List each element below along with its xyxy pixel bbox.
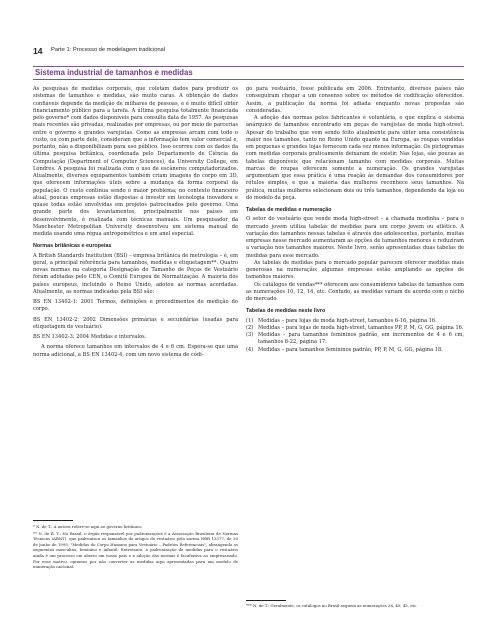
- footnote: ** N. de R. T.: No Brasil, o órgão responsável por padronizações é a Associação Brasileira de Normas Técnicas (ABNT), que padronizou os tamanhos de artigos de vestuário pela norma NBR 13377, de 30 de junho de 1995, "Medidas do Corpo Humano para Vestuário – Padrões Referenciais", abrangendo os segmentos masculino, feminino e infantil. Entretanto, a padronização de medidas para o vestuário ainda é um processo em aberto em nosso país e a adoção das normas é facultativa ao empresariado. Por esse motivo, optamos por não converter as medidas aqui apresentadas para um modelo de numeração nacional.: [33, 530, 238, 570]
- size-table-list: [246, 318, 464, 354]
- body-paragraph: go para vestuário, fosse publicada em 2006. Entretanto, diversos países não conseguiram chegar a um consenso sobre os métodos de codificação oferecidos. Assim, a publicação da norma foi adiada enquanto novas propostas são consideradas.: [246, 86, 464, 114]
- body-paragraph: As tabelas de medidas para o mercado popular parecem oferecer medidas mais generosas na numeração; algumas empresas estão ampliando as opções de tamanhos maiores.: [246, 259, 464, 281]
- body-paragraph: O setor do vestuário que vende moda high-street – a chamada modinha – para o mercado jovem utiliza tabelas de medidas para um corpo jovem ou atlético. A variação dos tamanhos nessas tabelas é através dos adolescentes, portanto, muitas empresas nesse mercado aumentaram as opções de tamanhos menores e reduziram a variação nos tamanhos maiores. Neste livro, serão apresentadas duas tabelas de medidas para esse mercado.: [246, 216, 464, 259]
- footnotes-left: [33, 524, 238, 571]
- standard-item: BS EN 13402-1: 2001 Termos, definições e procedimentos de medição do corpo.: [33, 299, 238, 313]
- body-paragraph: A adoção das normas pelos fabricantes é voluntária, o que explica o sistema anárquico de tamanhos encontrado em peças de varejistas de moda high-street. Apesar do trabalho que vem sendo feito atualmente para obter uma consistência maior nos tamanhos, tanto no Reino Unido quanto na Europa, as roupas vendidas em pequenas e grandes lojas fornecem cada vez menos informação. Os pictogramas com medidas corporais praticamente deixaram de existir. Nas lojas, são poucas as tabelas disponíveis que relacionam tamanho com medidas corporais. Muitas marcas de roupas oferecem somente a numeração. Os grandes varejistas argumentam que essa prática é uma reação às demandas dos consumidores por rótulos simples, e que a maioria das mulheres reconhece seus tamanhos. Na prática, muitas mulheres selecionam dois ou três tamanhos, dependendo da loja ou do modelo da peça.: [246, 115, 464, 201]
- section-title: Sistema industrial de tamanhos e medidas: [35, 68, 193, 77]
- standard-item: BS EN 13402-2: 2002 Dimensões primárias e secundárias (usadas para etiquetagem de vestuário).: [33, 316, 238, 330]
- footnote-rule: [246, 600, 286, 601]
- heading-norms: Normas britânicas e europeias: [33, 243, 112, 250]
- body-paragraph: As pesquisas de medidas corporais, que coletam dados para produzir os sistemas de tamanhos e medidas, são muito caras. A obtenção de dados confiáveis depende da medição de milhares de pessoas, e é muito difícil obter financiamento público para a tarefa. A última pesquisa totalmente financiada pelo governo* com dados disponíveis para consulta data de 1957. As pesquisas mais recentes são privadas, realizadas por empresas, ou por meio de parcerias entre o governo e grandes varejistas. Como as empresas arcam com todo o custo, ou com parte dele, consideram que a informação tem valor comercial e, portanto, não a disponibilizam para uso público. Isso ocorreu com os dados da última pesquisa britânica, coordenada pelo Departamento de Ciência da Computação (Department of Computer Sciences), da University College, em Londres. A pesquisa foi realizada com o uso de escâneres computadorizados. Atualmente, diversos equipamentos também criam imagens do corpo em 3D, que oferecem informações úteis sobre a mudança da forma corporal da população. O custo continua sendo o maior problema; no contexto financeiro atual, poucas empresas estão dispostas a investir em tecnologia inovadora e quase todas estão envolvidas em projetos patrocinados pelo governo. Uma grande parte dos levantamentos, principalmente nos países em desenvolvimento, é realizada com técnicas manuais. Um pesquisador da Manchester Metropolitan University desenvolveu um sistema manual de medida usando uma régua antropométrica e um anel especial.: [33, 86, 238, 237]
- list-item: (4) Medidas – para tamanhos femininos padrão, PP, P, M, G, GG, página 18.: [246, 346, 443, 353]
- footnote: *** N. de T.: Geralmente, os catálogos no Brasil seguem as numerações 38, 40, 42, etc.: [246, 603, 418, 608]
- section-title-bar: [33, 66, 464, 80]
- left-column: [33, 86, 238, 359]
- footnote-rule: [33, 520, 73, 521]
- right-column: [246, 86, 464, 354]
- page-header: [33, 46, 463, 58]
- heading-sizes: Tabelas de medidas e numeração: [246, 207, 332, 213]
- standard-item: BS EN 13402-3: 2004 Medidas e intervalos.: [33, 334, 147, 340]
- list-item: (1) Medidas – para lojas de moda high-street, tamanhos 6-16, página 16.: [246, 317, 437, 324]
- running-head: Parte 1: Processo de modelagem tradicional: [51, 47, 166, 53]
- footnote: * N. de T.: A autora refere-se aqui ao governo britânico.: [33, 524, 143, 529]
- heading-tables: Tabelas de medidas neste livro: [246, 308, 326, 315]
- body-paragraph: A British Standards Institution (BSI) – empresa britânica de metrologia – é, em geral, a principal referência para tamanhos, medidas e etiquetagem**. Quatro novas normas na categoria Designação do Tamanho de Peças de Vestuário foram adotadas pelo CEN, o Comitê Europeu de Normatização. A maioria dos países europeus, incluindo o Reino Unido, adotou as normas acordadas. Atualmente, as normas indicadas pela BSI são:: [33, 252, 238, 295]
- body-paragraph: Os catálogos de vendas*** oferecem aos consumidores tabelas de tamanhos com as numerações 10, 12, 14, etc. Contudo, as medidas variam de acordo com o nicho de mercado.: [246, 281, 464, 302]
- list-item: (2) Medidas – para lojas de moda high-street, tamanhos PP, P, M, G, GG, página 16.: [246, 324, 464, 331]
- footnotes-right: [246, 603, 464, 609]
- body-paragraph: A norma oferece tamanhos em intervalos de 4 e 6 cm. Espera-se que uma norma adicional, a BS EN 13402-4, com um novo sistema de códi-: [33, 344, 238, 358]
- page-number: 14: [33, 46, 43, 56]
- list-item: (3) Medidas – para tamanhos femininos padrão, em incrementos de 4 e 6 cm, tamanhos 8-22, página 17.: [246, 332, 464, 346]
